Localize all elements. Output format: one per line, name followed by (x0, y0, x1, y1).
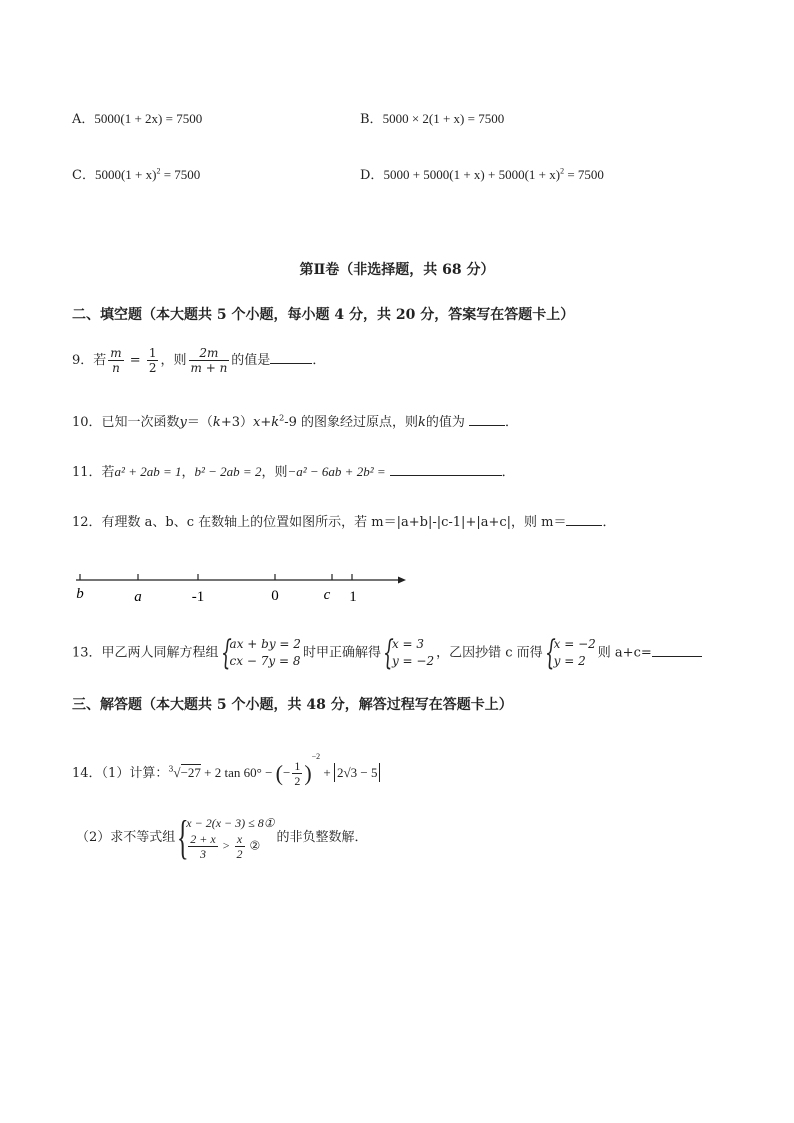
q10-eq: ＝（ (186, 415, 213, 430)
q12-end: ． (602, 515, 616, 530)
q10-k3: k (418, 415, 426, 430)
q10-minus9: -9 的图象经过原点，则 (284, 415, 419, 430)
q14-2-row1: x − 2(x − 3) ≤ 8① (186, 816, 275, 830)
label-0: 0 (271, 588, 279, 604)
number-line-arrow (398, 577, 406, 584)
q9-frac2-num: 1 (148, 346, 157, 360)
q13-prefix: 13．甲乙两人同解方程组 (72, 645, 219, 661)
q10-y: y (179, 415, 187, 430)
label-1: 1 (349, 589, 357, 605)
part2-title: 第Ⅱ卷（非选择题，共 68 分） (299, 262, 495, 278)
q14-1-root-index: 3 (168, 764, 174, 774)
label-c: c (323, 587, 331, 603)
q13-answer-blank[interactable] (652, 644, 702, 657)
label-b: b (76, 586, 84, 602)
q9-frac-2m (189, 346, 230, 375)
option-c-label: C． (72, 168, 95, 183)
option-a-expr: 5000(1 + 2x) = 7500 (94, 111, 203, 126)
section2-title: 二、填空题（本大题共 5 个小题，每小题 4 分，共 20 分，答案写在答题卡上） (72, 307, 575, 323)
q13-system-1: { ax + by = 2 cx − 7y = 8 (220, 633, 301, 673)
q14-2-post: 的非负整数解． (276, 830, 368, 845)
question-12 (72, 511, 616, 530)
q10-post: 的值为 (425, 415, 470, 430)
q10-k2: k (271, 415, 280, 430)
q9-equals: = (125, 353, 145, 368)
q10-k1: k (212, 415, 221, 430)
question-14-2 (76, 811, 368, 864)
question-14-1 (72, 752, 380, 788)
label-neg1: -1 (191, 589, 205, 605)
option-b-expr: 5000 × 2(1 + x) = 7500 (382, 111, 505, 126)
q9-frac3-den: m + n (190, 361, 228, 375)
q14-2-frac-left (188, 832, 217, 861)
q10-answer-blank[interactable] (469, 413, 505, 426)
q13-system-3: { x = −2 y = 2 (544, 633, 596, 673)
q14-2-frac-left-num: 2 + x (190, 832, 216, 846)
q9-prefix: 9．若 (72, 353, 107, 368)
q13-post: 则 a+c= (597, 645, 652, 661)
label-a: a (134, 589, 142, 605)
q9-end: ． (312, 353, 326, 368)
question-9 (72, 346, 325, 375)
q14-2-frac-left-den: 3 (200, 847, 206, 861)
q10-square: 2 (279, 413, 285, 423)
q9-mid: ，则 (160, 353, 187, 368)
q14-1-mid: + 2 tan 60° − (200, 765, 276, 780)
q14-2-system: { x − 2(x − 3) ≤ 8① $\frac{2 + x}{3}$ > $\frac{x}{2}$ ② (177, 811, 275, 864)
option-b-label: B． (360, 112, 383, 127)
section3-title: 三、解答题（本大题共 5 个小题，共 48 分，解答过程写在答题卡上） (72, 697, 513, 713)
q11-expr2: b² − 2ab = 2 (194, 464, 262, 479)
q11-expr3: −a² − 6ab + 2b² = (287, 464, 386, 479)
q13-sys2-row1: x = 3 (391, 637, 425, 651)
q9-frac-m-n (108, 346, 123, 375)
q14-2-frac-right (235, 832, 245, 861)
radical-icon: √ (173, 765, 181, 780)
q14-1-neg: − (282, 765, 291, 780)
q14-1-frac (292, 759, 302, 788)
q10-plus: + (260, 415, 272, 430)
q14-2-frac-right-den: 2 (236, 847, 243, 861)
option-c-rhs: = 7500 (160, 167, 201, 182)
option-c (72, 164, 200, 183)
q11-end: ． (501, 465, 515, 480)
q11-sep: ， (181, 465, 195, 480)
q13-mid2: ，乙因抄错 c 而得 (436, 645, 543, 661)
q9-post: 的值是 (231, 353, 271, 368)
q12-text: 12．有理数 a、b、c 在数轴上的位置如图所示，若 m＝|a+b|-|c-1|+|a+c|，则 m＝ (72, 515, 567, 530)
q9-frac3-num: 2m (189, 346, 230, 361)
q14-2-circ: ② (246, 838, 261, 853)
q13-sys2-row2: y = −2 (391, 654, 435, 668)
option-c-exp: 2 (156, 166, 161, 176)
q14-2-frac-right-num: x (235, 832, 245, 847)
q11-answer-blank[interactable] (390, 463, 502, 476)
option-d-expr: 5000 + 5000(1 + x) + 5000(1 + x) (383, 167, 561, 182)
q14-1-frac-num: 1 (294, 759, 301, 773)
q14-1-frac-den: 2 (294, 774, 301, 788)
q9-frac1-den: n (112, 361, 120, 375)
q14-1-rparen: ) (304, 760, 312, 786)
q14-1-root-body: −27 (180, 765, 201, 780)
q9-frac-half (147, 346, 159, 375)
q13-system-2: { x = 3 y = −2 (382, 633, 435, 673)
q14-1-prefix: 14．（1）计算： (72, 766, 169, 781)
q13-sys3-row2: y = 2 (553, 654, 586, 668)
q13-mid1: 时甲正确解得 (302, 645, 381, 661)
option-b (360, 108, 504, 127)
q13-sys1-row1: ax + by = 2 (229, 637, 301, 651)
option-d-exp: 2 (560, 166, 565, 176)
option-a (72, 108, 202, 127)
q10-x: x (252, 415, 261, 430)
q10-prefix: 10．已知一次函数 (72, 415, 180, 430)
q14-1-lparen: ( (275, 760, 283, 786)
number-line (70, 570, 410, 610)
q11-mid: ，则 (261, 465, 288, 480)
q14-1-exp: −2 (311, 752, 321, 761)
q14-2-gt: > (219, 838, 233, 853)
q12-answer-blank[interactable] (566, 513, 602, 526)
q14-1-abs: 2√3 − 5 (334, 763, 380, 782)
option-a-label: A． (72, 112, 95, 127)
question-10 (72, 411, 518, 430)
q9-answer-blank[interactable] (270, 351, 312, 364)
q11-prefix: 11．若 (72, 465, 115, 480)
q14-2-prefix: （2）求不等式组 (76, 830, 176, 845)
q13-sys1-row2: cx − 7y = 8 (229, 654, 301, 668)
q10-plus3: +3） (220, 415, 253, 430)
option-c-expr: 5000(1 + x) (94, 167, 157, 182)
question-11 (72, 461, 515, 480)
q9-frac2-den: 2 (148, 361, 157, 375)
option-d (360, 164, 604, 183)
option-d-label: D． (360, 168, 384, 183)
q13-sys3-row1: x = −2 (553, 637, 596, 651)
q9-frac1-num: m (110, 346, 122, 360)
q10-end: ． (505, 415, 519, 430)
q11-expr1: a² + 2ab = 1 (114, 464, 182, 479)
option-d-rhs: = 7500 (564, 167, 604, 182)
q14-1-plus: + (320, 765, 335, 780)
question-13 (72, 633, 702, 673)
